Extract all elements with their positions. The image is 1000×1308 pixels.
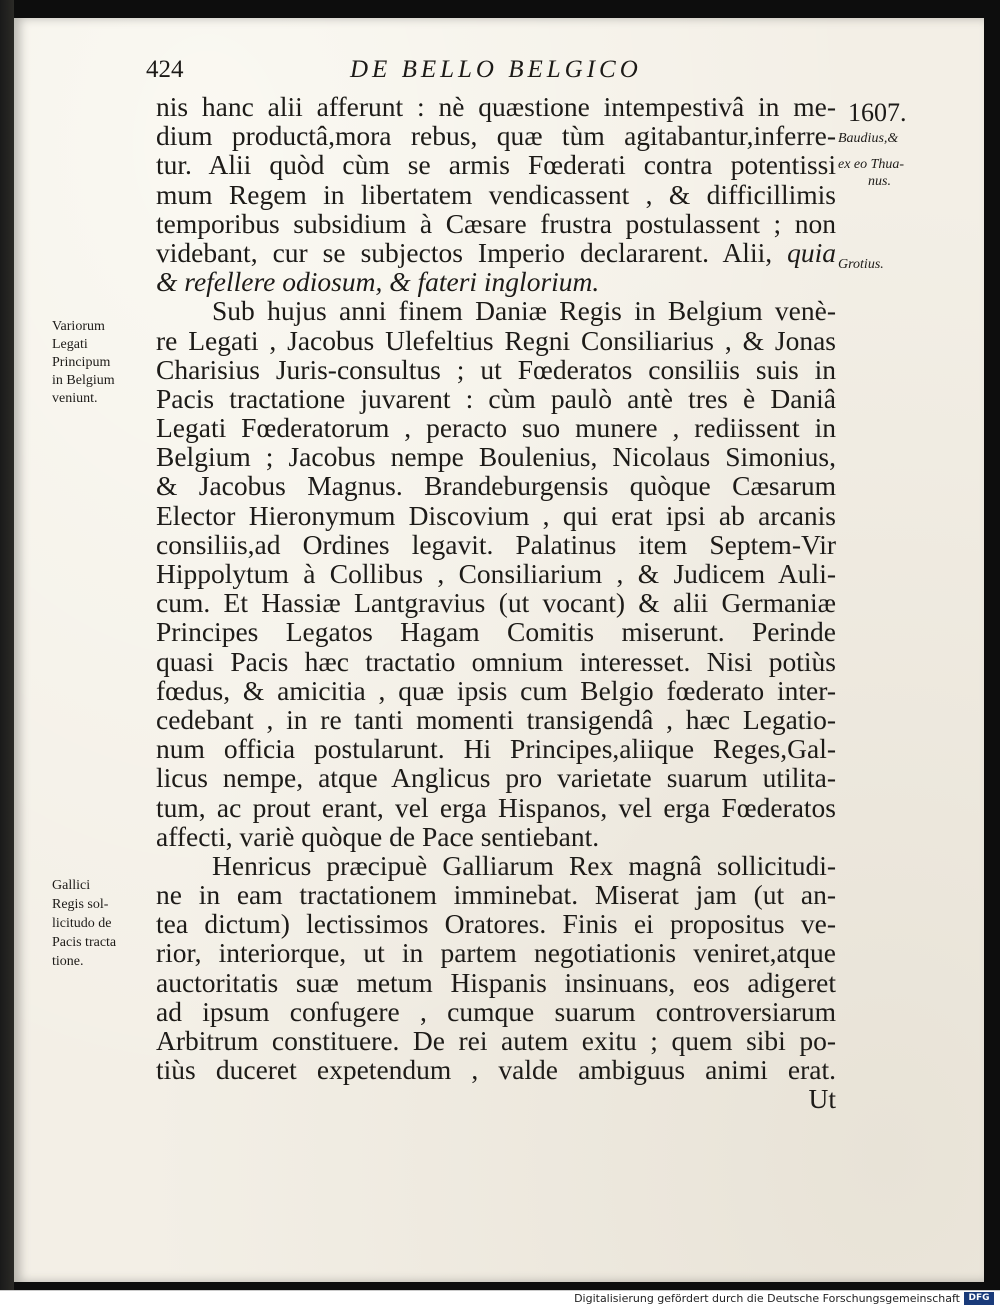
margin-note-baudius xyxy=(838,130,904,190)
running-head xyxy=(146,56,806,90)
text-line: quasi Pacis hæc tractatio omnium interesset. Nisi potiùs xyxy=(156,645,836,677)
text-segment: videbant, cur se subjectos Imperio declararent. Alii, xyxy=(156,236,773,268)
margin-note-line: Principum xyxy=(52,355,111,370)
margin-note-line: Grotius. xyxy=(838,257,884,272)
binding-edge xyxy=(0,0,14,1290)
text-line: fœdus, & amicitia , quæ ipsis cum Belgio fœderato inter- xyxy=(156,674,836,706)
text-line: tiùs duceret expetendum , valde ambiguus animi erat. xyxy=(156,1054,836,1086)
italic-line: & refellere odiosum, & fateri inglorium. xyxy=(156,266,600,298)
margin-note-line: Pacis tracta xyxy=(52,935,117,950)
margin-note-grotius xyxy=(838,256,884,273)
text-line: re Legati , Jacobus Ulefeltius Regni Consiliarius , & Jonas xyxy=(156,324,836,356)
page-number: 424 xyxy=(146,56,184,83)
margin-note-line: Regis sol- xyxy=(52,897,109,912)
text-line: ne in eam tractationem imminebat. Miserat jam (ut an- xyxy=(156,879,836,911)
text-line: ad ipsum confugere , cumque suarum controversiarum xyxy=(156,995,836,1027)
text-line-with-italic xyxy=(156,238,836,267)
paragraph-first-line: Sub hujus anni finem Daniæ Regis in Belgium venè- xyxy=(212,295,836,327)
margin-note-line: nus. xyxy=(868,174,891,189)
margin-note-line: Baudius,& xyxy=(838,131,899,146)
text-line: rior, interiorque, ut in partem negotiationis veniret,atque xyxy=(156,937,836,969)
text-line: Charisius Juris-consultus ; ut Fœderatos consiliis suis in xyxy=(156,353,836,385)
margin-year: 1607. xyxy=(848,98,907,127)
running-title: DE BELLO BELGICO xyxy=(350,56,642,83)
text-line: cedebant , in re tanti momenti transigendâ , hæc Legatio- xyxy=(156,703,836,735)
text-line: cum. Et Hassiæ Lantgravius (ut vocant) & alii Germaniæ xyxy=(156,587,836,619)
margin-note-gallici xyxy=(52,876,116,971)
text-line: mum Regem in libertatem vendicassent , & difficillimis xyxy=(156,178,836,210)
text-line: Hippolytum à Collibus , Consiliarium , & Judicem Auli- xyxy=(156,558,836,589)
text-line: temporibus subsidium à Cæsare frustra postulassent ; non xyxy=(156,207,836,239)
main-text xyxy=(156,92,836,1114)
dfg-logo-icon: DFG xyxy=(964,1292,994,1305)
text-line: tum, ac prout erant, vel erga Hispanos, vel erga Fœderatos xyxy=(156,791,836,823)
text-line: dium productâ,mora rebus, quæ tùm agitabantur,inferre- xyxy=(156,120,836,152)
margin-note-line: Variorum xyxy=(52,319,105,334)
italic-segment: quia xyxy=(787,236,836,268)
text-line: affecti, variè quòque de Pace sentiebant. xyxy=(156,820,600,852)
funding-credit: Digitalisierung gefördert durch die Deutsche Forschungsgemeinschaft xyxy=(574,1292,960,1305)
text-line: Elector Hieronymum Discovium , qui erat ipsi ab arcanis xyxy=(156,499,836,531)
text-line: tur. Alii quòd cùm se armis Fœderati contra potentissi xyxy=(156,149,836,181)
margin-note-line: Legati xyxy=(52,337,88,352)
margin-note-line: veniunt. xyxy=(52,391,98,406)
text-line: nis hanc alii afferunt : nè quæstione intempestivâ in me- xyxy=(156,91,836,122)
margin-note-line: Gallici xyxy=(52,878,91,893)
paragraph-first-line: Henricus præcipuè Galliarum Rex magnâ sollicitudi- xyxy=(212,849,836,881)
text-line: tea dictum) lectissimos Oratores. Finis ei propositus ve- xyxy=(156,908,836,940)
text-line: licus nempe, atque Anglicus pro varietate suarum utilita- xyxy=(156,762,836,794)
text-line: consiliis,ad Ordines legavit. Palatinus item Septem-Vir xyxy=(156,528,836,560)
text-line: auctoritatis suæ metum Hispanis insinuans, eos adigeret xyxy=(156,966,836,998)
text-line: & Jacobus Magnus. Brandeburgensis quòque Cæsarum xyxy=(156,470,836,502)
margin-note-line: licitudo de xyxy=(52,916,112,931)
text-line: num officia postularunt. Hi Principes,aliique Reges,Gal- xyxy=(156,733,836,765)
text-line: Arbitrum constituere. De rei autem exitu ; quem sibi po- xyxy=(156,1025,836,1056)
text-line: Pacis tractatione juvarent : cùm paulò antè tres è Daniâ xyxy=(156,382,836,414)
catchword: Ut xyxy=(808,1083,836,1115)
footer-bar xyxy=(0,1290,1000,1308)
text-line: Belgium ; Jacobus nempe Boulenius, Nicolaus Simonius, xyxy=(156,441,836,473)
margin-note-line: in Belgium xyxy=(52,373,115,388)
margin-note-line: ex eo Thua- xyxy=(838,157,905,172)
margin-note-legati xyxy=(52,318,115,408)
margin-note-line: tione. xyxy=(52,954,84,969)
text-line: Principes Legatos Hagam Comitis miserunt. Perinde xyxy=(156,616,836,648)
text-line: Legati Fœderatorum , peracto suo munere , rediissent in xyxy=(156,412,836,444)
